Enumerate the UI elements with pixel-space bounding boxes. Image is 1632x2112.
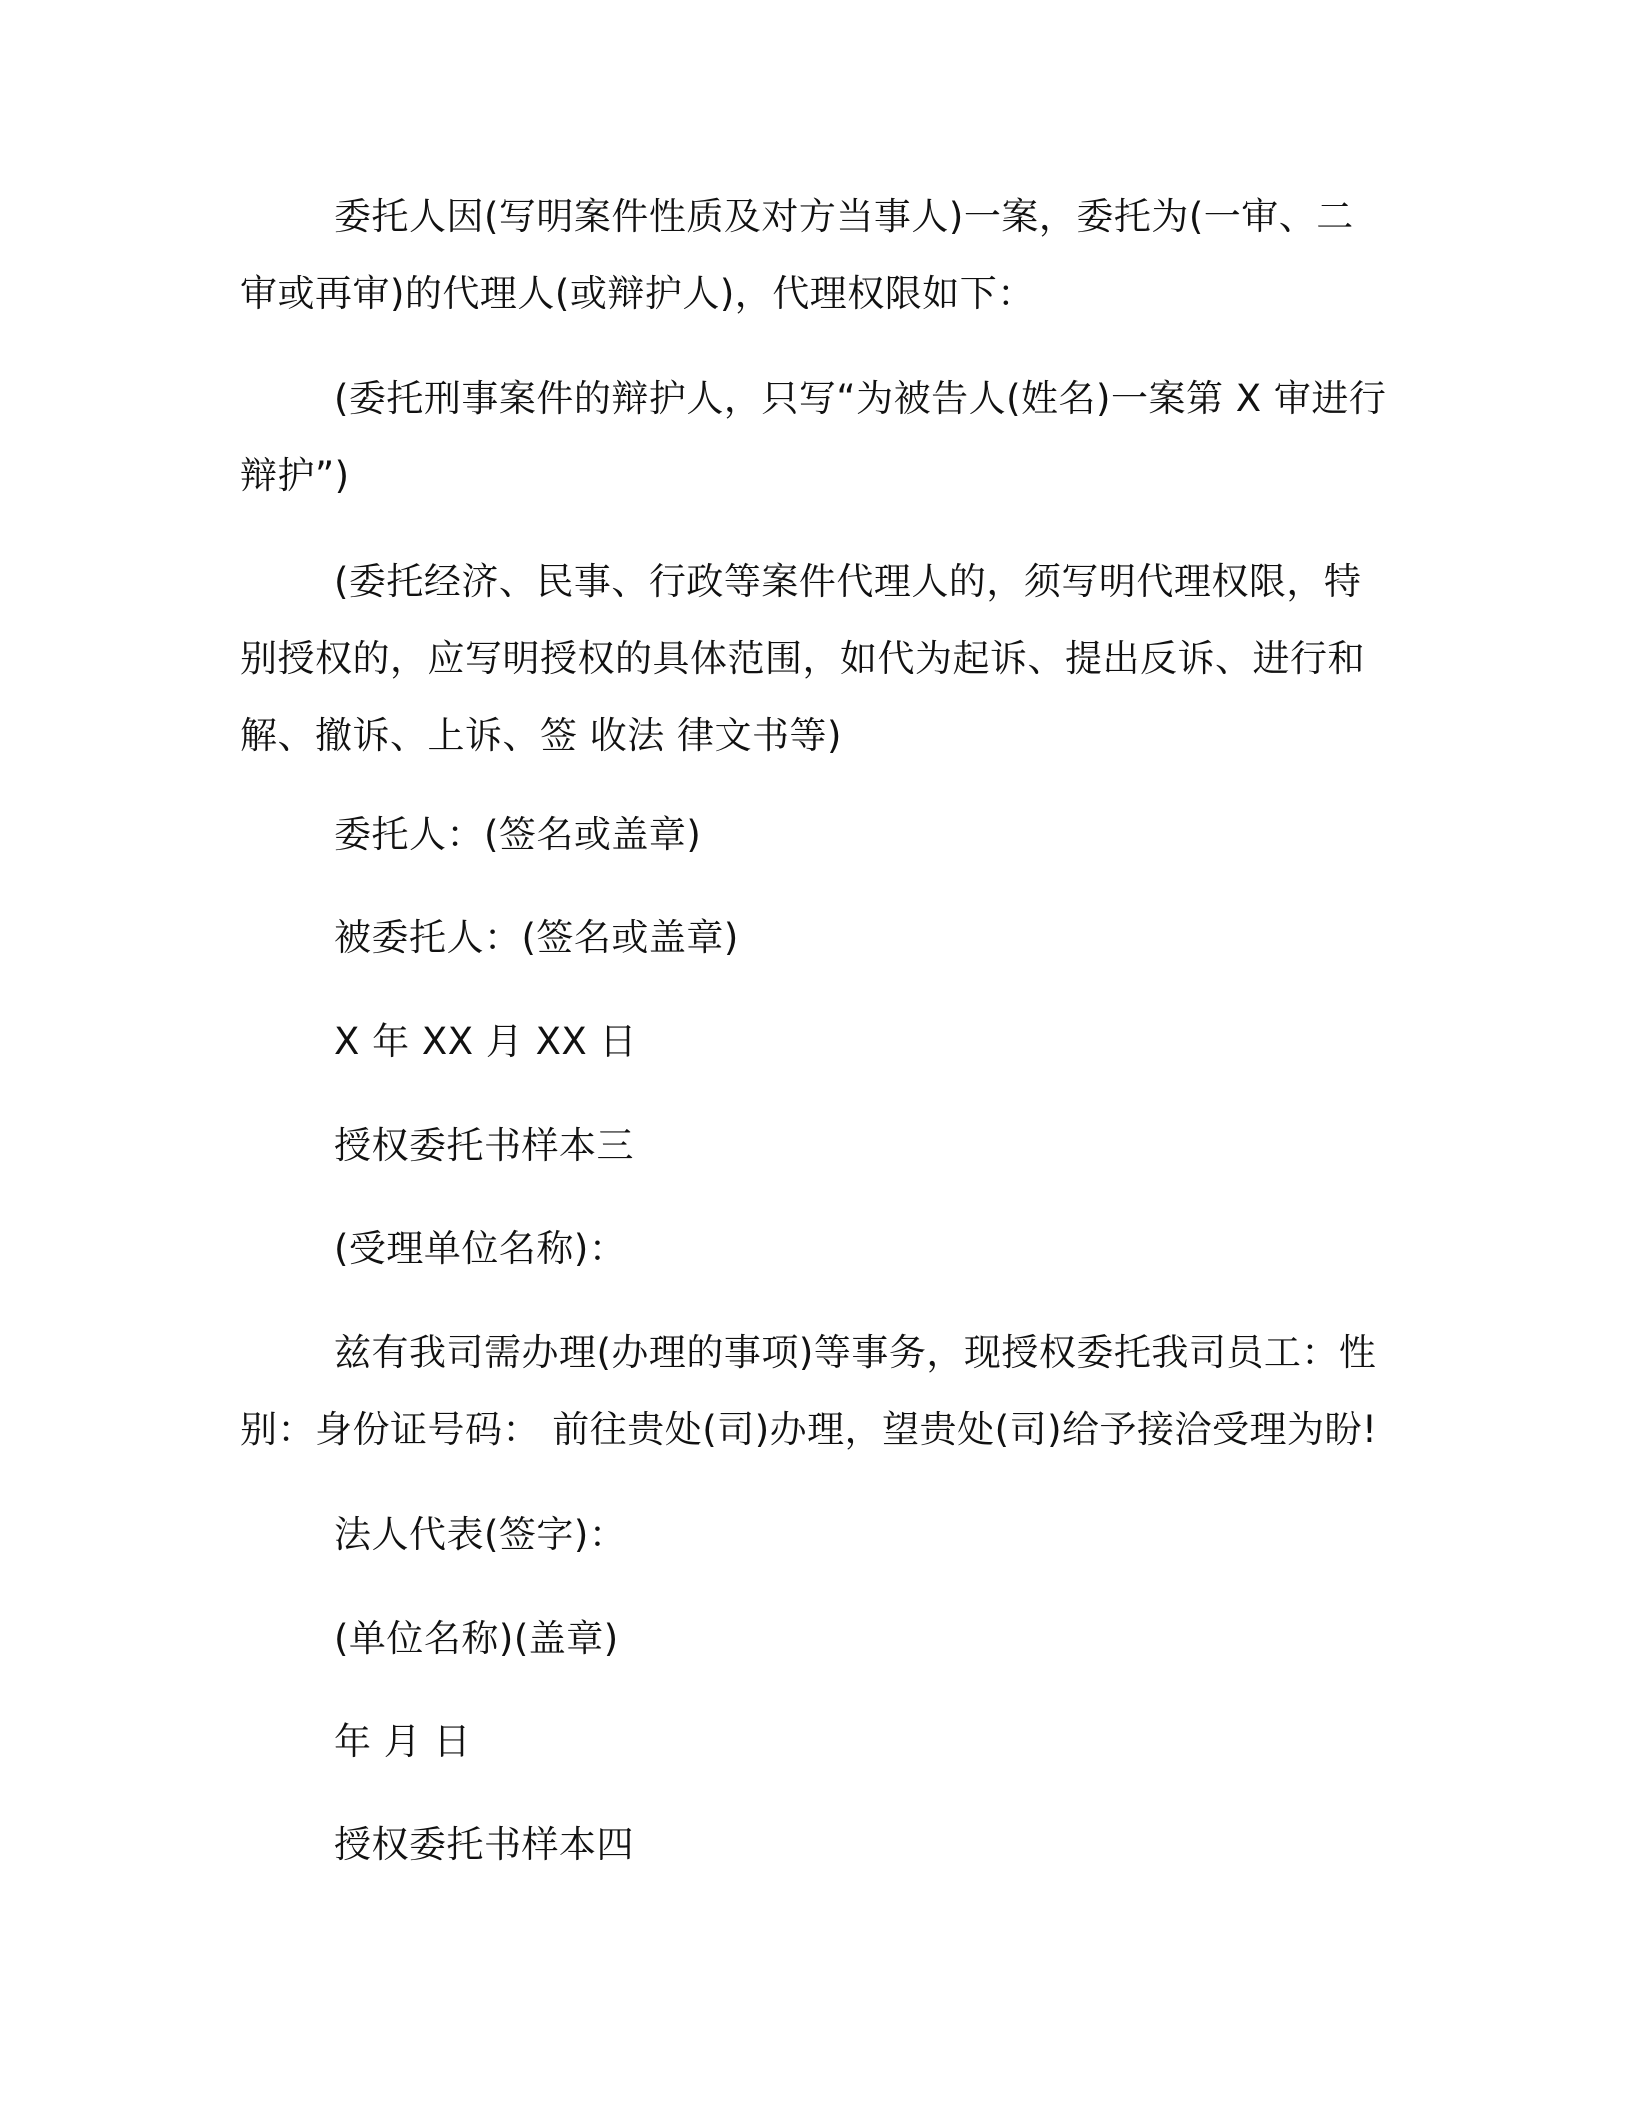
unit-seal-line: (单位名称)(盖章) (334, 1617, 619, 1660)
paragraph-criminal-defense-note: (委托刑事案件的辩护人，只写“为被告人(姓名)一案第 X 审进行辩护”) (240, 377, 1387, 497)
date-line: X 年 XX 月 XX 日 (334, 1020, 638, 1063)
section-heading-sample-three: 授权委托书样本三 (334, 1124, 634, 1167)
agent-signature-line: 被委托人：(签名或盖章) (334, 916, 739, 959)
recipient-unit-line: (受理单位名称)： (334, 1227, 627, 1270)
blank-date-line: 年 月 日 (334, 1720, 472, 1763)
paragraph-company-authorization: 兹有我司需办理(办理的事项)等事务，现授权委托我司员工：性别：身份证号码： 前往贵处(司)办理，望贵处(司)给予接洽受理为盼! (240, 1331, 1378, 1451)
legal-representative-signature-line: 法人代表(签字)： (334, 1513, 627, 1556)
section-heading-sample-four: 授权委托书样本四 (334, 1823, 634, 1866)
principal-signature-line: 委托人：(签名或盖章) (334, 813, 702, 856)
paragraph-delegation-scope: 委托人因(写明案件性质及对方当事人)一案，委托为(一审、二审或再审)的代理人(或辩护人)，代理权限如下： (240, 195, 1354, 315)
paragraph-civil-agency-note: (委托经济、民事、行政等案件代理人的，须写明代理权限，特别授权的，应写明授权的具体范围，如代为起诉、提出反诉、进行和解、撤诉、上诉、签 收法 律文书等) (240, 560, 1365, 757)
